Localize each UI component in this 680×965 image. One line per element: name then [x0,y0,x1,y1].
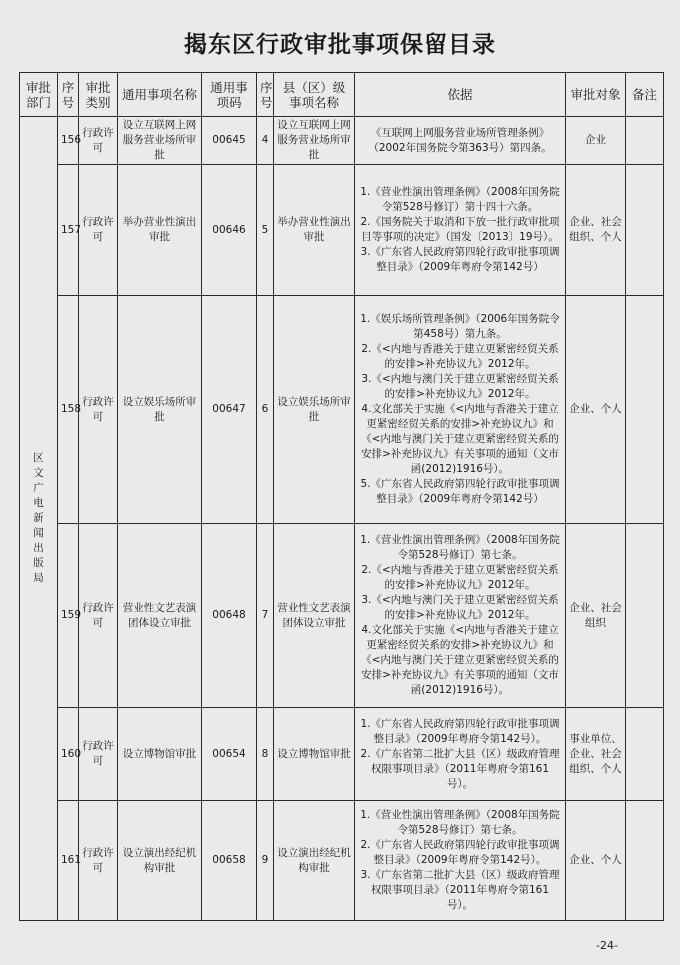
common-name-cell: 设立演出经纪机构审批 [118,801,202,921]
common-name-cell: 设立娱乐场所审批 [118,296,202,524]
basis-item: 2.《<内地与香港关于建立更紧密经贸关系的安排>补充协议九》2012年。 [361,564,559,591]
remark-cell [626,165,664,296]
county-name-cell: 设立娱乐场所审批 [274,296,355,524]
basis-item: 《互联网上网服务营业场所管理条例》（2002年国务院令第363号）第四条。 [368,126,552,154]
code-cell: 00645 [202,117,257,165]
seq2-cell: 7 [257,524,274,708]
basis-item: 4.文化部关于实施《<内地与香港关于建立更紧密经贸关系的安排>补充协议九》和《<内地与澳门关于建立更紧密经贸关系的安排>补充协议九》有关事项的通知（文市函(2012)1916号）。 [361,403,559,475]
county-name-cell: 设立演出经纪机构审批 [274,801,355,921]
seq2-cell: 4 [257,117,274,165]
basis-item: 3.《<内地与澳门关于建立更紧密经贸关系的安排>补充协议九》2012年。 [361,594,559,621]
catalog-table [19,72,664,921]
seq-cell: 156 [58,117,79,165]
header-target: 审批对象 [566,73,626,117]
header-basis: 依据 [355,73,566,117]
county-name-cell: 营业性文艺表演团体设立审批 [274,524,355,708]
basis-cell [355,117,566,165]
seq2-cell: 5 [257,165,274,296]
basis-item: 3.《广东省第二批扩大县（区）级政府管理权限事项目录》（2011年粤府令第161号）。 [360,869,560,911]
code-cell: 00658 [202,801,257,921]
header-seq: 序号 [58,73,79,117]
common-name-cell: 设立博物馆审批 [118,708,202,801]
header-remark: 备注 [626,73,664,117]
basis-cell [355,165,566,296]
seq-cell: 161 [58,801,79,921]
basis-item: 1.《营业性演出管理条例》（2008年国务院令第528号修订）第七条。 [360,534,560,561]
common-name-cell: 营业性文艺表演团体设立审批 [118,524,202,708]
basis-item: 2.《<内地与香港关于建立更紧密经贸关系的安排>补充协议九》2012年。 [361,343,559,370]
header-category: 审批类别 [79,73,118,117]
county-name-cell: 设立互联网上网服务营业场所审批 [274,117,355,165]
header-county-name: 县（区）级事项名称 [274,73,355,117]
code-cell: 00654 [202,708,257,801]
seq2-cell: 8 [257,708,274,801]
header-dept: 审批部门 [20,73,58,117]
header-row [20,73,664,117]
remark-cell [626,117,664,165]
table-row [20,165,664,296]
table-row [20,708,664,801]
remark-cell [626,708,664,801]
table-row [20,524,664,708]
department-cell: 区文广电新闻出版局 [20,117,58,921]
basis-cell [355,801,566,921]
basis-item: 1.《营业性演出管理条例》（2008年国务院令第528号修订）第七条。 [360,809,560,836]
category-cell: 行政许可 [79,801,118,921]
category-cell: 行政许可 [79,165,118,296]
table-row [20,117,664,165]
category-cell: 行政许可 [79,524,118,708]
target-cell: 企业、个人 [566,296,626,524]
remark-cell [626,801,664,921]
basis-item: 2.《广东省人民政府第四轮行政审批事项调整目录》（2009年粤府令第142号）。 [360,839,560,866]
basis-item: 4.文化部关于实施《<内地与香港关于建立更紧密经贸关系的安排>补充协议九》和《<内地与澳门关于建立更紧密经贸关系的安排>补充协议九》有关事项的通知（文市函(2012)1916号）。 [361,624,559,696]
header-seq2: 序号 [257,73,274,117]
seq2-cell: 6 [257,296,274,524]
county-name-cell: 设立博物馆审批 [274,708,355,801]
category-cell: 行政许可 [79,708,118,801]
seq-cell: 158 [58,296,79,524]
table-row [20,801,664,921]
common-name-cell: 举办营业性演出审批 [118,165,202,296]
basis-item: 1.《广东省人民政府第四轮行政审批事项调整目录》（2009年粤府令第142号）。 [360,717,560,745]
header-common-code: 通用事项码 [202,73,257,117]
target-cell: 事业单位、企业、社会组织、个人 [566,708,626,801]
basis-cell [355,296,566,524]
remark-cell [626,524,664,708]
table-row [20,296,664,524]
header-common-name: 通用事项名称 [118,73,202,117]
category-cell: 行政许可 [79,117,118,165]
basis-item: 1.《营业性演出管理条例》（2008年国务院令第528号修订）第十四十六条。 [360,186,560,213]
target-cell: 企业、个人 [566,801,626,921]
basis-item: 2.《国务院关于取消和下放一批行政审批项目等事项的决定》（国发〔2013〕19号）。 [360,216,560,243]
code-cell: 00646 [202,165,257,296]
county-name-cell: 举办营业性演出审批 [274,165,355,296]
seq2-cell: 9 [257,801,274,921]
common-name-cell: 设立互联网上网服务营业场所审批 [118,117,202,165]
category-cell: 行政许可 [79,296,118,524]
code-cell: 00647 [202,296,257,524]
basis-item: 5.《广东省人民政府第四轮行政审批事项调整目录》（2009年粤府令第142号） [360,478,560,505]
basis-cell [355,524,566,708]
target-cell: 企业、社会组织 [566,524,626,708]
basis-item: 1.《娱乐场所管理条例》（2006年国务院令第458号）第九条。 [360,313,560,340]
basis-item: 3.《广东省人民政府第四轮行政审批事项调整目录》（2009年粤府令第142号） [360,246,560,273]
target-cell: 企业 [566,117,626,165]
basis-item: 2.《广东省第二批扩大县（区）级政府管理权限事项目录》（2011年粤府令第161号）。 [360,747,560,790]
seq-cell: 157 [58,165,79,296]
basis-cell [355,708,566,801]
seq-cell: 160 [58,708,79,801]
page-title: 揭东区行政审批事项保留目录 [184,32,496,58]
page-number: -24- [596,939,618,952]
basis-item: 3.《<内地与澳门关于建立更紧密经贸关系的安排>补充协议九》2012年。 [361,373,559,400]
target-cell: 企业、社会组织、个人 [566,165,626,296]
remark-cell [626,296,664,524]
seq-cell: 159 [58,524,79,708]
code-cell: 00648 [202,524,257,708]
